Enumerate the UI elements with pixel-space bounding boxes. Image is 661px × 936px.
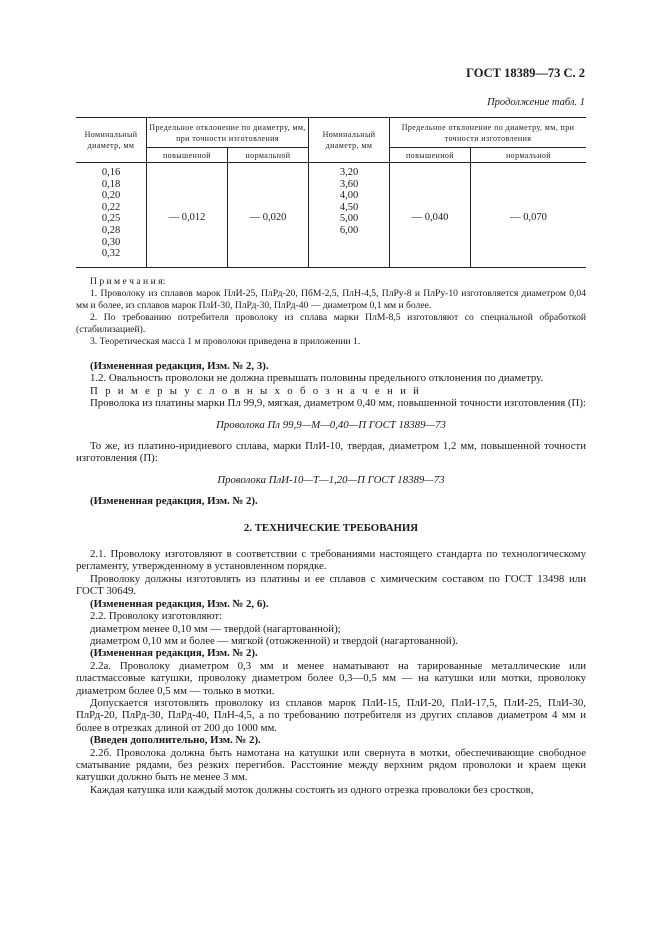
normal-deviation-left: — 0,020 (228, 163, 309, 268)
header-deviation-left: Предельное отклонение по диаметру, мм, при точности изготовления (147, 118, 309, 148)
clause-2-2a-allowance: Допускается изготовлять проволоку из сплавов марок ПлИ-15, ПлИ-20, ПлИ-17,5, ПлИ-25, ПлИ-30, ПлРд-20, ПлРд-30, ПлРд-40, ПлН-4,5, а по требованию потребителя из других сплавов диаметром 4 мм и более в отрезках длиной от 200 до 1000 мм. (76, 696, 586, 734)
header-nominal-diameter-right: Номинальный диаметр, мм (309, 118, 390, 163)
note-3: 3. Теоретическая масса 1 м проволоки приведена в приложении 1. (90, 336, 361, 347)
revision-note-4: (Измененная редакция, Изм. № 2). (90, 647, 258, 660)
diameter-tolerance-table (76, 117, 586, 268)
example-2-designation: Проволока ПлИ-10—Т—1,20—П ГОСТ 18389—73 (217, 473, 445, 486)
clause-2-2b: 2.2б. Проволока должна быть намотана на катушки или свернута в мотки, обеспечивающие свободное сматывание рядами, без резких перегибов. Расстояние между верхним рядом проволоки и краем щеки катушки должно быть не менее 3 мм. (76, 746, 586, 784)
revision-note-5: (Введен дополнительно, Изм. № 2). (90, 734, 261, 747)
header-increased-left: повышенной (147, 148, 228, 163)
table-continuation-label: Продолжение табл. 1 (487, 97, 585, 108)
examples-title: П р и м е р ы у с л о в н ы х о б о з н а ч е н и й (90, 384, 422, 397)
note-2: 2. По требованию потребителя проволоку из сплава марки ПлМ-8,5 изготовляют со специальной обработкой (стабилизацией). (76, 312, 586, 335)
clause-2-1-materials: Проволоку должны изготовлять из платины и ее сплавов с химическим составом по ГОСТ 13498 или ГОСТ 30649. (76, 572, 586, 598)
example-2-text: То же, из платино-иридиевого сплава, марки ПлИ-10, твердая, диаметром 1,2 мм, повышенной точности изготовления (П): (76, 440, 586, 465)
revision-note-1: (Измененная редакция, Изм. № 2, 3). (90, 360, 269, 372)
clause-2-2-item-a: диаметром менее 0,10 мм — твердой (нагартованной); (90, 622, 341, 635)
increased-deviation-left: — 0,012 (147, 163, 228, 268)
clause-2-2-item-b: диаметром 0,10 мм и более — мягкой (отожженной) и твердой (нагартованной). (90, 634, 459, 647)
page-header: ГОСТ 18389—73 С. 2 (466, 66, 585, 80)
header-increased-right: повышенной (390, 148, 471, 163)
increased-deviation-right: — 0,040 (390, 163, 471, 268)
note-1: 1. Проволоку из сплавов марок ПлИ-25, ПлРд-20, ПбМ-2,5, ПлН-4,5, ПлРу-8 и ПлРу-10 изготовляется диаметром 0,04 мм и более, из сплавов марок ПлИ-30, ПлРд-30, ПлРд-40 — диаметром 0,1 мм и более. (76, 288, 586, 311)
clause-2-2b-continued: Каждая катушка или каждый моток должны состоять из одного отрезка проволоки без сростков, (90, 783, 534, 796)
header-nominal-diameter-left: Номинальный диаметр, мм (76, 118, 147, 163)
header-normal-right: нормальной (471, 148, 587, 163)
notes-title: П р и м е ч а н и я: (90, 276, 166, 287)
clause-1-2: 1.2. Овальность проволоки не должна превышать половины предельного отклонения по диаметру. (90, 372, 544, 385)
diameters-right-list: 3,20 3,60 4,00 4,50 5,00 6,00 (339, 167, 359, 236)
example-1-designation: Проволока Пл 99,9—М—0,40—П ГОСТ 18389—73 (216, 418, 446, 431)
header-deviation-right: Предельное отклонение по диаметру, мм, при точности изготовления (390, 118, 587, 148)
revision-note-2: (Измененная редакция, Изм. № 2). (90, 495, 258, 508)
example-1-text: Проволока из платины марки Пл 99,9, мягкая, диаметром 0,40 мм, повышенной точности изготовления (П): (90, 397, 586, 410)
clause-2-1: 2.1. Проволоку изготовляют в соответствии с требованиями настоящего стандарта по технологическому регламенту, утвержденному в установленном порядке. (76, 548, 586, 573)
notes-block (76, 276, 586, 348)
clause-2-2a: 2.2а. Проволоку диаметром 0,3 мм и менее наматывают на тарированные металлические или пластмассовые катушки, проволоку диаметром более 0,3—0,5 мм — на катушки или мотки, проволоку диаметром более 0,5 мм — только в мотки. (76, 659, 586, 697)
clause-2-2: 2.2. Проволоку изготовляют: (90, 610, 223, 623)
normal-deviation-right: — 0,070 (471, 163, 587, 268)
main-text (76, 360, 586, 796)
section-heading: 2. ТЕХНИЧЕСКИЕ ТРЕБОВАНИЯ (243, 521, 419, 534)
diameters-left-list: 0,16 0,18 0,20 0,22 0,25 0,28 0,30 0,32 (101, 167, 121, 260)
header-normal-left: нормальной (228, 148, 309, 163)
revision-note-3: (Измененная редакция, Изм. № 2, 6). (90, 597, 269, 610)
